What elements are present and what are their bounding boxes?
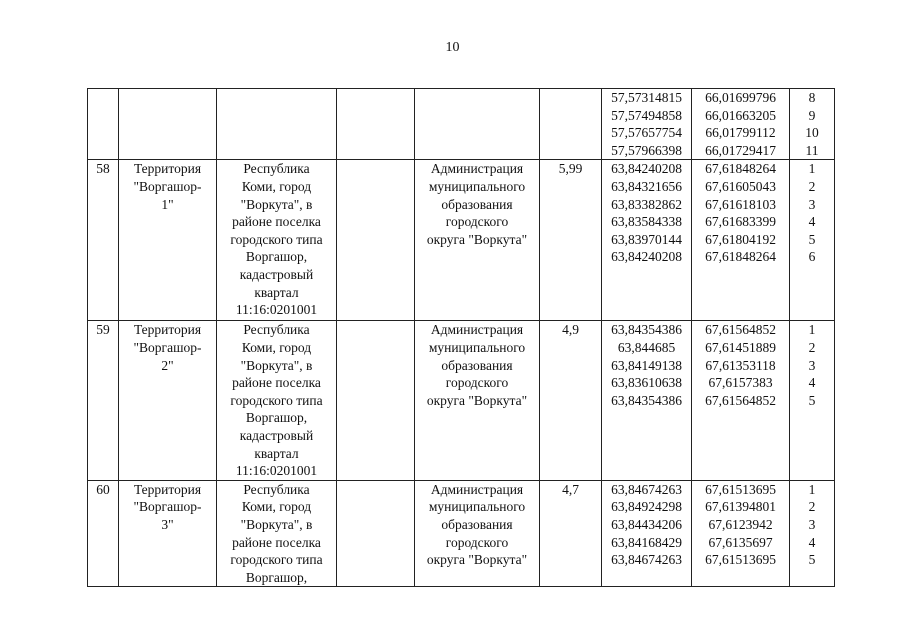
lon-value: 67,61605043 [705,178,776,194]
point-number: 8 [808,90,816,105]
lon-value: 67,61564852 [705,392,776,408]
cell-blank [337,160,415,321]
lat-value: 63,84354386 [611,392,682,408]
cell-area: 4,7 [540,480,602,587]
lon-value: 66,01729417 [705,142,776,158]
cell-location [217,160,337,321]
cell-point-number [790,89,835,160]
cell-blank [337,89,415,160]
point-number: 1 [808,161,816,177]
territory-table [87,88,835,587]
page-number: 10 [445,40,460,55]
location-line: Коми, город [241,499,312,515]
location-line: Коми, город [241,339,312,355]
cell-num: 58 [88,160,119,321]
lat-value: 63,84240208 [611,161,682,177]
table-row [88,160,835,321]
location-line: "Воркута", в [240,196,313,212]
lon-value: 67,61513695 [705,481,776,497]
lon-value: 67,61513695 [705,552,776,568]
lon-value: 67,61564852 [705,322,776,338]
owner-line: городского [445,214,509,230]
lon-value: 66,01663205 [705,107,776,123]
lat-value: 63,84674263 [611,481,682,497]
location-line: городского типа [230,552,323,568]
lon-value: 66,01699796 [705,90,776,105]
owner-line: муниципального [428,499,526,515]
cell-longitude [692,160,790,321]
cell-location [217,89,337,160]
lat-value: 63,84354386 [611,322,682,338]
owner-line: городского [445,375,509,391]
point-number: 6 [808,249,816,265]
point-number: 2 [808,499,816,515]
lat-value: 57,57966398 [611,142,682,158]
lon-value: 67,61618103 [705,196,776,212]
cell-blank [337,321,415,480]
lon-value: 66,01799112 [705,125,776,141]
point-number: 1 [808,481,816,497]
name-line: 3" [161,516,174,532]
lon-value: 67,6123942 [708,516,773,532]
owner-line: муниципального [428,339,526,355]
point-number: 1 [808,322,816,338]
cell-point-number [790,321,835,480]
lon-value: 67,61683399 [705,214,776,230]
cell-location [217,321,337,480]
location-line: районе поселка [232,375,321,391]
owner-line: образования [441,196,513,212]
lon-value: 67,61804192 [705,231,776,247]
lat-value: 63,84924298 [611,499,682,515]
owner-line: округа "Воркута" [426,392,528,408]
owner-line: городского [445,534,509,550]
location-line: 11:16:0201001 [235,302,318,318]
location-line: Коми, город [241,178,312,194]
point-number: 3 [808,357,816,373]
owner-line: Администрация [430,322,524,338]
location-line: Воргашор, [245,249,308,265]
point-number: 3 [808,516,816,532]
cell-name [119,480,217,587]
lat-value: 57,57657754 [611,125,682,141]
cell-blank [337,480,415,587]
cell-area: 4,9 [540,321,602,480]
cell-latitude [602,89,692,160]
owner-line: Администрация [430,161,524,177]
lat-value: 63,84240208 [611,249,682,265]
lat-value: 57,57314815 [611,90,682,105]
location-line: городского типа [230,231,323,247]
point-number: 5 [808,231,816,247]
location-line: квартал [254,284,299,300]
owner-line: муниципального [428,178,526,194]
lon-value: 67,61848264 [705,161,776,177]
location-line: городского типа [230,392,323,408]
point-number: 2 [808,178,816,194]
location-line: "Воркута", в [240,516,313,532]
cell-latitude [602,480,692,587]
owner-line: образования [441,516,513,532]
point-number: 5 [808,552,816,568]
table-row [88,321,835,480]
location-line: квартал [254,445,299,461]
lon-value: 67,61451889 [705,339,776,355]
location-line: "Воркута", в [240,357,313,373]
lon-value: 67,6157383 [708,375,773,391]
name-line: 1" [161,196,174,212]
location-line: Воргашор, [245,410,308,426]
lat-value: 63,84674263 [611,552,682,568]
location-line: Республика [243,322,310,338]
lat-value: 63,84149138 [611,357,682,373]
lat-value: 63,83610638 [611,375,682,391]
name-line: "Воргашор- [133,339,202,355]
cell-name [119,321,217,480]
name-line: 2" [161,357,174,373]
lon-value: 67,6135697 [708,534,773,550]
cell-point-number [790,480,835,587]
cell-latitude [602,160,692,321]
cell-num: 59 [88,321,119,480]
point-number: 10 [805,125,819,141]
name-line: Территория [133,161,202,177]
cell-num: 60 [88,480,119,587]
point-number: 4 [808,375,816,391]
cell-owner [415,321,540,480]
lat-value: 63,844685 [617,339,676,355]
lon-value: 67,61394801 [705,499,776,515]
table-row-continuation [88,89,835,160]
name-line: Территория [133,481,202,497]
cell-owner [415,160,540,321]
owner-line: образования [441,357,513,373]
point-number: 2 [808,339,816,355]
lon-value: 67,61848264 [705,249,776,265]
name-line: "Воргашор- [133,178,202,194]
cell-area [540,89,602,160]
location-line: 11:16:0201001 [235,463,318,479]
owner-line: округа "Воркута" [426,231,528,247]
location-line: Республика [243,481,310,497]
location-line: кадастровый [239,266,314,282]
point-number: 5 [808,392,816,408]
cell-latitude [602,321,692,480]
lat-value: 63,84321656 [611,178,682,194]
name-line: Территория [133,322,202,338]
table-row [88,480,835,587]
point-number: 9 [808,107,816,123]
owner-line: округа "Воркута" [426,552,528,568]
cell-name [119,160,217,321]
cell-longitude [692,89,790,160]
lat-value: 63,84168429 [611,534,682,550]
lat-value: 63,83584338 [611,214,682,230]
point-number: 3 [808,196,816,212]
lat-value: 63,83970144 [611,231,682,247]
lat-value: 63,83382862 [611,196,682,212]
cell-area: 5,99 [540,160,602,321]
cell-name [119,89,217,160]
cell-owner [415,480,540,587]
cell-point-number [790,160,835,321]
location-line: районе поселка [232,534,321,550]
lat-value: 63,84434206 [611,516,682,532]
location-line: кадастровый [239,427,314,443]
location-line: Воргашор, [245,569,308,585]
location-line: районе поселка [232,214,321,230]
cell-longitude [692,480,790,587]
point-number: 4 [808,534,816,550]
cell-location [217,480,337,587]
cell-num [88,89,119,160]
point-number: 11 [805,142,819,158]
location-line: Республика [243,161,310,177]
point-number: 4 [808,214,816,230]
cell-longitude [692,321,790,480]
lat-value: 57,57494858 [611,107,682,123]
owner-line: Администрация [430,481,524,497]
cell-owner [415,89,540,160]
lon-value: 67,61353118 [705,357,776,373]
name-line: "Воргашор- [133,499,202,515]
